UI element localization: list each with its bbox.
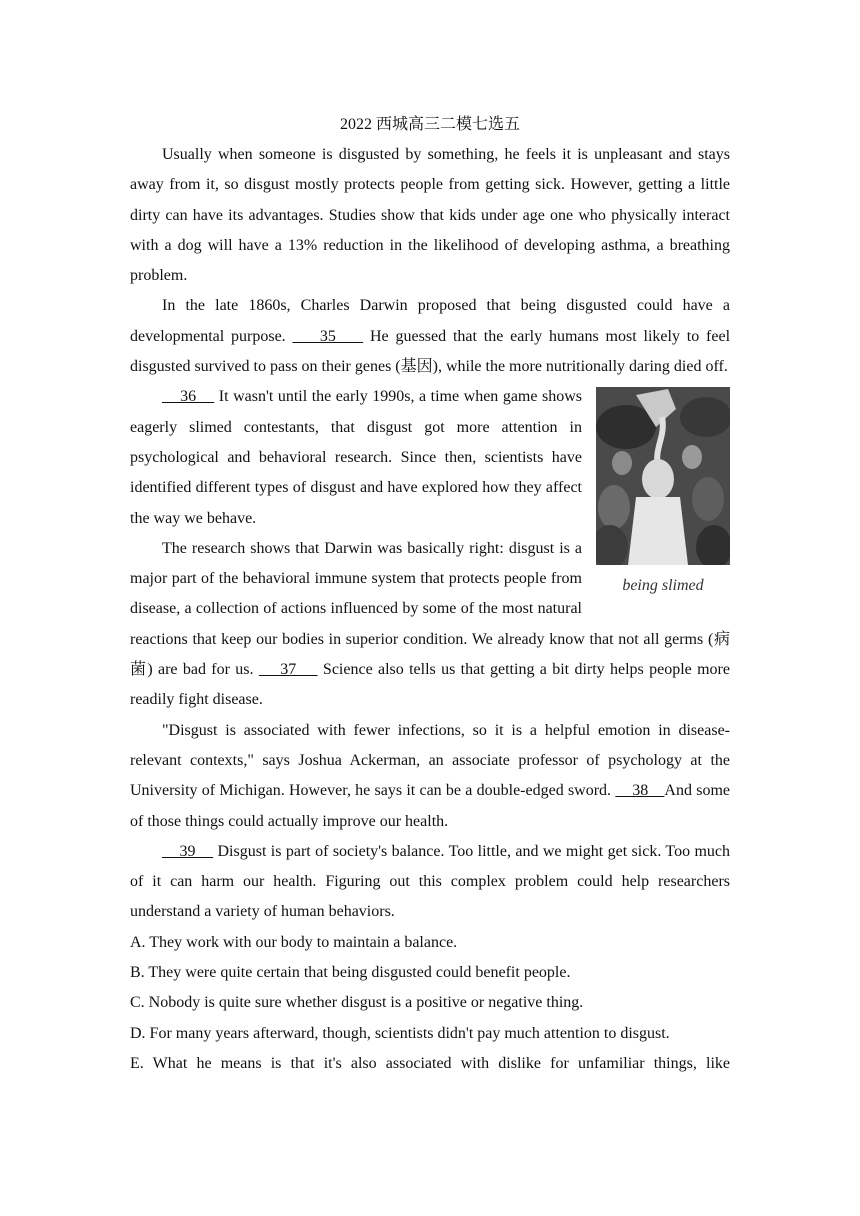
option-a: A. They work with our body to maintain a balance. [130,933,458,951]
paragraph-4-text-a: The research shows that Darwin was basically right: disgust is a major part of the behavioral immune system that protects people from disease, a collection of actions influenced by some of the most natural reactions that keep our bodies in superior condition. We already know that not all germs (病菌) are bad for us. [130,539,730,679]
option-c: C. Nobody is quite sure whether disgust is a positive or negative thing. [130,994,584,1012]
slimed-photo [596,387,730,565]
paragraph-5-text-b: And some of those things could actually improve our health. [130,782,730,830]
paragraph-6 [130,837,730,928]
paragraph-3-text: It wasn't until the early 1990s, a time when game shows eagerly slimed contestants, that disgust got more attention in psychological and behavioral research. Since then, scientists have identified different types of disgust and have explored how they affect the way we behave. [130,388,583,527]
paragraph-2 [130,291,730,382]
option-e: E. What he means is that it's also associated with dislike for unfamiliar things, like [130,1054,730,1072]
blank-36: 36 [162,388,215,406]
paragraph-5-text-a: "Disgust is associated with fewer infections, so it is a helpful emotion in disease-relevant contexts," says Joshua Ackerman, an associate professor of psychology at the University of Michigan. However, he says it can be a double-edged sword. [130,721,730,800]
blank-38: 38 [615,782,665,800]
paragraph-3 [130,382,730,595]
blank-35: 35 [292,327,364,345]
blank-39: 39 [162,842,214,860]
paragraph-6-text: Disgust is part of society's balance. Too little, and we might get sick. Too much of it can harm our health. Figuring out this complex problem could help researchers understand a variety of human behaviors. [130,842,731,921]
paragraph-2-text-b: He guessed that the early humans most likely to feel disgusted survived to pass on their genes (基因), while the more nutritionally daring died off. [130,327,731,376]
paragraph-1: Usually when someone is disgusted by something, he feels it is unpleasant and stays away from it, so disgust mostly protects people from getting sick. However, getting a little dirty can have its advantages. Studies show that kids under age one who physically interact with a dog will have a 13% reduction in the likelihood of developing asthma, a breathing problem. [130,146,730,285]
option-b: B. They were quite certain that being disgusted could benefit people. [130,964,571,982]
passage-body [130,140,730,1079]
paragraph-5 [130,716,730,837]
paragraph-4-text-b: Science also tells us that getting a bit dirty helps people more readily fight disease. [130,661,730,709]
page-title: 2022 西城高三二模七选五 [339,116,520,133]
paragraph-2-text-a: In the late 1860s, Charles Darwin proposed that being disgusted could have a developmental purpose. [130,297,730,345]
slimed-photo-graphic [596,387,730,565]
photo-caption: being slimed [622,577,704,595]
option-d: D. For many years afterward, though, scientists didn't pay much attention to disgust. [130,1024,670,1042]
blank-37: 37 [258,661,318,679]
photo-figure [596,387,730,597]
